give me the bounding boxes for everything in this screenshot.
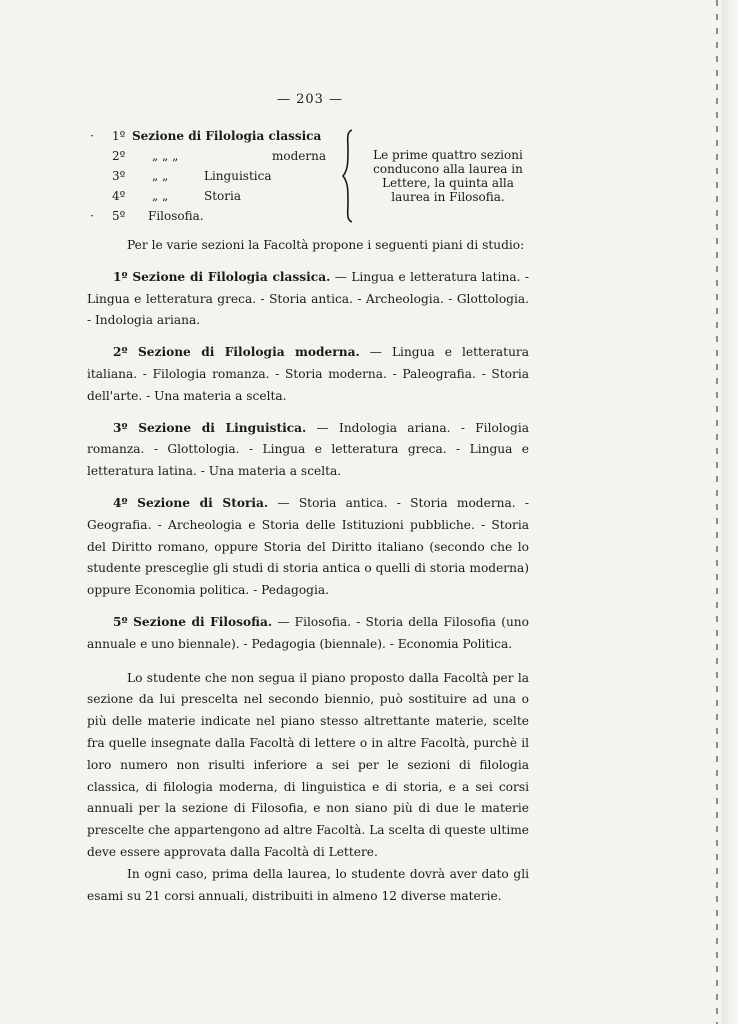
plan-text: — Storia antica. - Storia moderna. - Geografia. - Archeologia e Storia delle Istituzioni pubbliche. - Storia del Diritto romano, oppure Storia del Diritto italiano (secondo che lo studente presceglie gli studi di storia antica o quelli di storia moderna) oppure Economia politica. - Pedagogia.	[87, 495, 529, 598]
paragraph-exams: In ogni caso, prima della laurea, lo studente dovrà aver dato gli esami su 21 corsi annuali, distribuiti in almeno 12 diverse materie.	[87, 866, 529, 903]
plan-title: 4º Sezione di Storia.	[113, 495, 269, 510]
plan-title: 3º Sezione di Linguistica.	[113, 420, 307, 435]
section-number: 4º	[112, 189, 126, 203]
section-label: Linguistica	[204, 169, 272, 183]
bullet-mark: ·	[90, 129, 94, 143]
intro-paragraph: Per le varie sezioni la Facoltà propone i seguenti piani di studio:	[127, 238, 525, 252]
plan-paragraph	[87, 418, 529, 483]
ditto-marks: „ „	[152, 169, 169, 183]
section-label: Sezione di Filologia classica	[132, 129, 322, 143]
plan-text: — Lingua e letteratura italiana. - Filologia romanza. - Storia moderna. - Paleografia. - Storia dell'arte. - Una materia a scelta.	[87, 345, 530, 403]
section-label: Filosofia.	[148, 209, 204, 223]
curly-brace-icon	[342, 128, 358, 224]
plan-text: — Filosofia. - Storia della Filosofia (uno annuale e uno biennale). - Pedagogia (biennale). - Economia Politica.	[87, 614, 529, 651]
section-number: 3º	[112, 169, 126, 183]
plan-paragraph	[87, 612, 529, 656]
body-text	[87, 235, 529, 907]
sections-note: Le prime quattro sezioni conducono alla laurea in Lettere, la quinta alla laurea in Filosofia.	[373, 148, 523, 204]
section-label: moderna	[272, 149, 327, 163]
plan-title: 2º Sezione di Filologia moderna.	[113, 345, 360, 360]
section-number: 1º	[112, 129, 126, 143]
ditto-marks: „ „	[152, 189, 169, 203]
paragraph-substitution: Lo studente che non segua il piano proposto dalla Facoltà per la sezione da lui prescelta nel secondo biennio, può sostituire ad una o più delle materie indicate nel piano stesso altrettante materie, scelte fra quelle insegnate dalla Facoltà di lettere o in altre Facoltà, purchè il loro numero non risulti inferiore a sei per le sezioni di filologia classica, di filologia moderna, di linguistica e di storia, e a sei corsi annuali per la sezione di Filosofia, e non siano più di due le materie prescelte che appartengono ad altre Facoltà. La scelta di queste ultime deve essere approvata dalla Facoltà di Lettere.	[87, 670, 529, 859]
page-edge-shadow	[722, 0, 738, 1024]
plan-text: — Indologia ariana. - Filologia romanza. - Glottologia. - Lingua e letteratura greca. - Lingua e letteratura latina. - Una materia a scelta.	[87, 420, 530, 479]
plan-title: 5º Sezione di Filosofia.	[113, 614, 273, 629]
section-number: 5º	[112, 209, 126, 223]
page-number: — 203 —	[276, 92, 344, 107]
page-edge-binding	[716, 0, 718, 1024]
section-item	[90, 126, 540, 146]
ditto-marks: „ „ „	[152, 149, 179, 163]
bullet-mark: ·	[90, 209, 94, 223]
plan-text: — Lingua e letteratura latina. - Lingua e letteratura greca. - Storia antica. - Archeologia. - Glottologia. - Indologia ariana.	[87, 269, 529, 328]
plan-paragraph	[87, 267, 529, 332]
plan-paragraph	[87, 493, 529, 602]
section-number: 2º	[112, 149, 126, 163]
plan-title: 1º Sezione di Filologia classica.	[113, 269, 331, 284]
plan-paragraph	[87, 342, 529, 407]
section-item	[90, 206, 540, 226]
section-label: Storia	[204, 189, 241, 203]
